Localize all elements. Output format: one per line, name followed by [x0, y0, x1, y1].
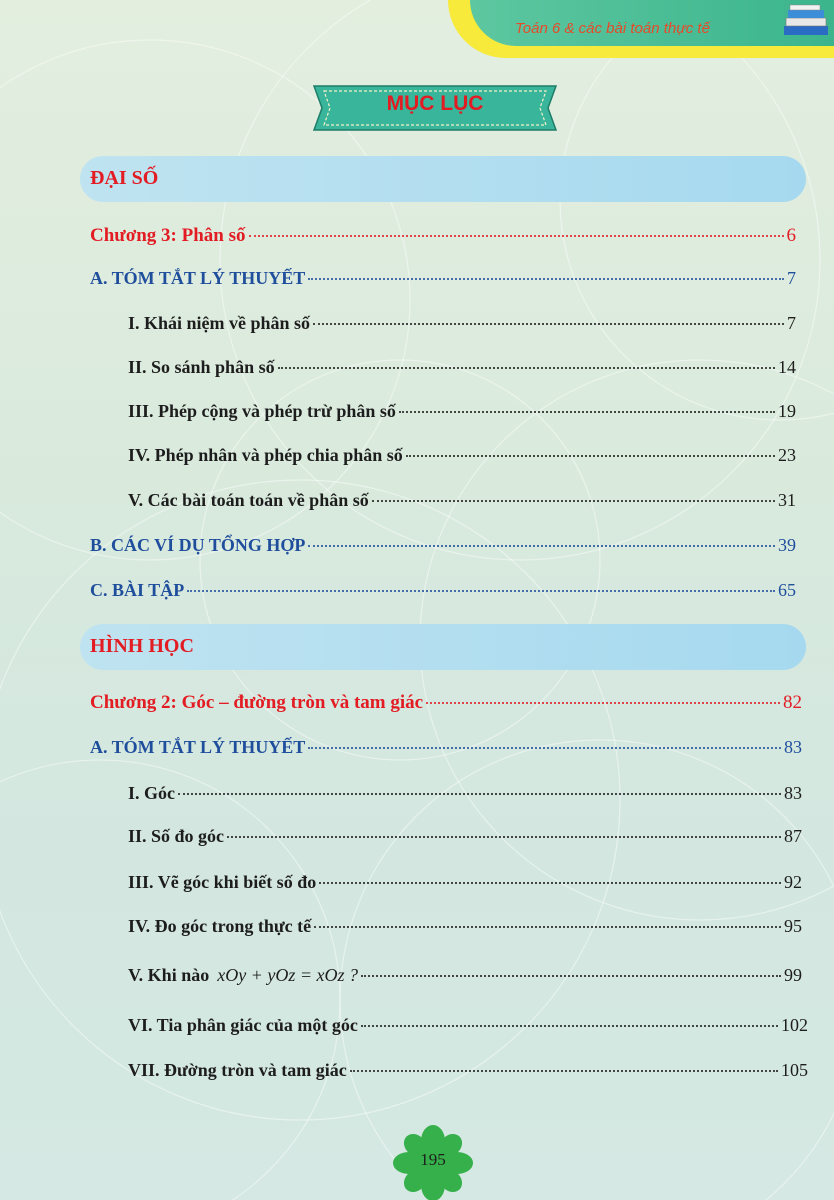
toc-entry[interactable]: [128, 357, 796, 378]
section-bar-algebra: [80, 156, 806, 202]
toc-entry[interactable]: [128, 783, 802, 804]
toc-page: 99: [784, 965, 802, 985]
toc-page: 83: [784, 737, 802, 757]
toc-entry[interactable]: [128, 401, 796, 422]
toc-leader: [406, 455, 775, 457]
toc-label: VI. Tia phân giác của một góc: [128, 1015, 358, 1035]
toc-label: I. Khái niệm về phân số: [128, 313, 311, 333]
toc-entry[interactable]: [128, 1015, 808, 1036]
books-icon: [780, 4, 832, 40]
toc-page: 105: [781, 1060, 808, 1080]
toc-entry[interactable]: [128, 965, 802, 986]
toc-label: VII. Đường tròn và tam giác: [128, 1060, 347, 1080]
toc-page: 87: [784, 826, 802, 846]
toc-leader: [249, 235, 784, 237]
toc-leader: [426, 702, 780, 704]
toc-leader: [372, 500, 775, 502]
toc-leader: [178, 793, 781, 795]
toc-label: A. TÓM TẮT LÝ THUYẾT: [90, 268, 306, 288]
toc-leader: [319, 882, 781, 884]
toc-label: III. Phép cộng và phép trừ phân số: [128, 401, 396, 421]
toc-entry[interactable]: [128, 313, 796, 334]
toc-leader: [313, 323, 784, 325]
toc-label: II. So sánh phân số: [128, 357, 275, 377]
toc-page: 7: [787, 313, 796, 333]
toc-entry[interactable]: [128, 872, 802, 893]
toc-entry[interactable]: [90, 580, 796, 601]
toc-label: IV. Phép nhân và phép chia phân số: [128, 445, 403, 465]
toc-entry[interactable]: [90, 535, 796, 556]
toc-leader: [187, 590, 775, 592]
toc-entry[interactable]: [128, 445, 796, 466]
toc-leader: [278, 367, 775, 369]
toc-entry[interactable]: [128, 1060, 808, 1081]
toc-page: 92: [784, 872, 802, 892]
toc-leader: [308, 278, 784, 280]
toc-chapter-2[interactable]: [90, 692, 802, 714]
toc-page: 14: [778, 357, 796, 377]
section-heading-geometry: HÌNH HỌC: [90, 635, 194, 657]
toc-label: III. Vẽ góc khi biết số đo: [128, 872, 317, 892]
angle-formula: xOy + yOz = xOz ?: [217, 965, 358, 985]
toc-page: 31: [778, 490, 796, 510]
toc-leader: [308, 747, 781, 749]
toc-entry[interactable]: [128, 826, 802, 847]
toc-page: 6: [786, 225, 796, 246]
toc-page: 83: [784, 783, 802, 803]
toc-leader: [227, 836, 781, 838]
toc-page: 19: [778, 401, 796, 421]
toc-page: 39: [778, 535, 796, 555]
toc-entry[interactable]: [128, 916, 802, 937]
section-heading-algebra: ĐẠI SỐ: [90, 167, 159, 189]
toc-page: 65: [778, 580, 796, 600]
toc-label: Chương 3: Phân số: [90, 225, 246, 246]
toc-leader: [350, 1070, 778, 1072]
toc-label: I. Góc: [128, 783, 175, 803]
toc-entry[interactable]: [128, 490, 796, 511]
page-number: 195: [420, 1150, 446, 1169]
toc-label: II. Số đo góc: [128, 826, 225, 846]
toc-label: A. TÓM TẮT LÝ THUYẾT: [90, 737, 306, 757]
toc-leader: [308, 545, 775, 547]
toc-leader: [314, 926, 781, 928]
toc-chapter-3[interactable]: [90, 225, 796, 247]
toc-leader: [399, 411, 775, 413]
toc-page: 82: [783, 692, 802, 713]
toc-leader: [361, 975, 781, 977]
toc-label: V. Các bài toán toán về phân số: [128, 490, 369, 510]
toc-label: Chương 2: Góc – đường tròn và tam giác: [90, 692, 424, 713]
toc-page: 95: [784, 916, 802, 936]
toc-entry[interactable]: [90, 737, 802, 758]
toc-page: 102: [781, 1015, 808, 1035]
toc-label: V. Khi nào: [128, 965, 210, 985]
toc-entry[interactable]: [90, 268, 796, 289]
toc-label: C. BÀI TẬP: [90, 580, 185, 600]
series-title: Toán 6 & các bài toán thực tế: [515, 20, 710, 37]
page-title: MỤC LỤC: [386, 92, 484, 115]
toc-label: B. CÁC VÍ DỤ TỔNG HỢP: [90, 535, 306, 555]
toc-page: 23: [778, 445, 796, 465]
toc-page: 7: [787, 268, 796, 288]
toc-label: IV. Đo góc trong thực tế: [128, 916, 312, 936]
toc-leader: [361, 1025, 778, 1027]
